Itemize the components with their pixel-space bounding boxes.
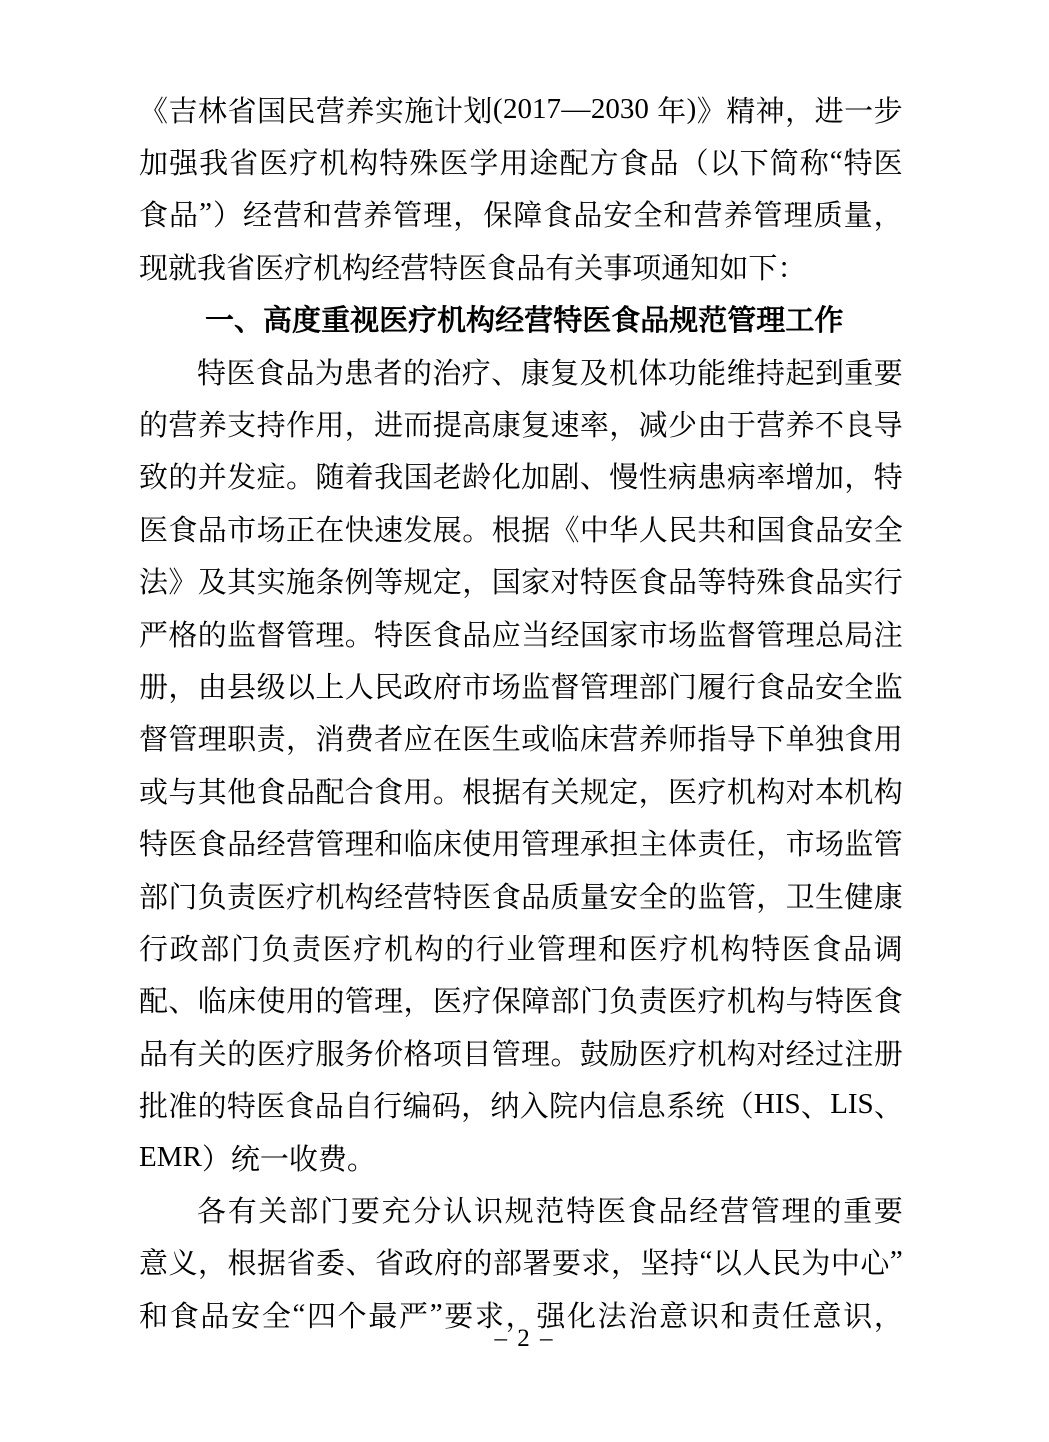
text-line: 严 格 的 监 督 管 理 。 特 医 食 品 应 当 经 国 家 市 场 监 督 管 理 总 局 注 [139,619,903,652]
page-number: – 2 – [494,1325,555,1352]
text-line: 致 的 并 发 症 。 随 着 我 国 老 龄 化 加 剧 、 慢 性 病 患 病 率 增 加 ， 特 [139,462,903,495]
text-line: 和 食 品 安 全 “ 四 个 最 严 ” 要 求 ， 强 化 法 治 意 识 和 责 任 意 识 ， [139,1297,903,1333]
text-line: 《 吉 林 省 国 民 营 养 实 施 计 划 ( 2017 — 2030 年 ) 》 精 神 ， 进 一 步 [139,92,903,128]
text-line: 食 品 ” ） 经 营 和 营 养 管 理 ， 保 障 食 品 安 全 和 营 养 管 理 质 量 ， [139,197,903,233]
text-line: 品 有 关 的 医 疗 服 务 价 格 项 目 管 理 。 鼓 励 医 疗 机 构 对 经 过 注 册 [139,1038,903,1071]
text-line: 行 政 部 门 负 责 医 疗 机 构 的 行 业 管 理 和 医 疗 机 构 特 医 食 品 调 [139,933,903,966]
text-line: 法 》 及 其 实 施 条 例 等 规 定 ， 国 家 对 特 医 食 品 等 特 殊 食 品 实 行 [139,567,903,600]
text-line: 部 门 负 责 医 疗 机 构 经 营 特 医 食 品 质 量 安 全 的 监 管 ， 卫 生 健 康 [139,881,903,914]
text-line: 督 管 理 职 责 ， 消 费 者 应 在 医 生 或 临 床 营 养 师 指 导 下 单 独 食 用 [139,724,903,757]
text-line: 意 义 ， 根 据 省 委 、 省 政 府 的 部 署 要 求 ， 坚 持 “ 以 人 民 为 中 心 ” [139,1245,903,1281]
text-line: 特 医 食 品 经 营 管 理 和 临 床 使 用 管 理 承 担 主 体 责 任 ， 市 场 监 管 [139,829,903,862]
section-heading: 一 、 高 度 重 视 医 疗 机 构 经 营 特 医 食 品 规 范 管 理 工 作 [205,305,844,338]
text-line: 的 营 养 支 持 作 用 ， 进 而 提 高 康 复 速 率 ， 减 少 由 于 营 养 不 良 导 [139,410,903,443]
text-line: 册 ， 由 县 级 以 上 人 民 政 府 市 场 监 督 管 理 部 门 履 行 食 品 安 全 监 [139,671,903,704]
document-body [139,83,903,1340]
text-line: 加 强 我 省 医 疗 机 构 特 殊 医 学 用 途 配 方 食 品 （ 以 下 简 称 “ 特 医 [139,145,903,181]
text-line: 批 准 的 特 医 食 品 自 行 编 码 ， 纳 入 院 内 信 息 系 统 （ HIS 、 LIS 、 [139,1088,903,1124]
text-line: 或 与 其 他 食 品 配 合 食 用 。 根 据 有 关 规 定 ， 医 疗 机 构 对 本 机 构 [139,776,903,809]
text-line: EMR ） 统 一 收 费 。 [139,1140,376,1176]
text-line: 各 有 关 部 门 要 充 分 认 识 规 范 特 医 食 品 经 营 管 理 的 重 要 [197,1195,903,1228]
text-line: 特 医 食 品 为 患 者 的 治 疗 、 康 复 及 机 体 功 能 维 持 起 到 重 要 [197,357,903,390]
text-line: 现 就 我 省 医 疗 机 构 经 营 特 医 食 品 有 关 事 项 通 知 如 下 ： [139,252,807,285]
text-line: 医 食 品 市 场 正 在 快 速 发 展 。 根 据 《 中 华 人 民 共 和 国 食 品 安 全 [139,514,903,547]
text-line: 配 、 临 床 使 用 的 管 理 ， 医 疗 保 障 部 门 负 责 医 疗 机 构 与 特 医 食 [139,986,903,1019]
